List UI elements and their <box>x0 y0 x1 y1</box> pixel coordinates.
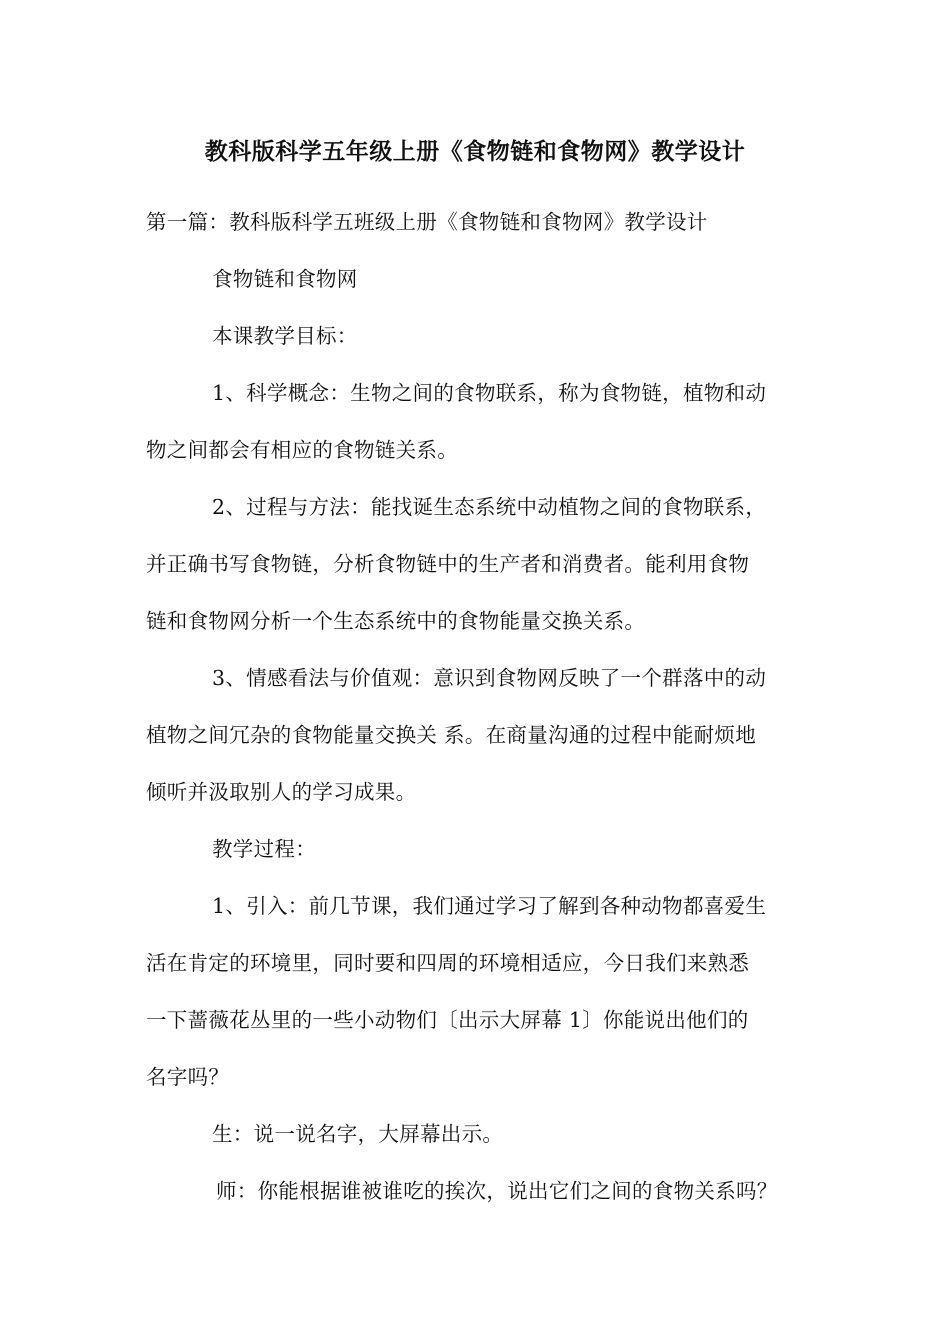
paragraph-line: 1、科学概念：生物之间的食物联系，称为食物链，植物和动 <box>212 381 767 405</box>
paragraph-line: 名字吗？ <box>146 1065 230 1089</box>
section-goals-heading: 本课教学目标： <box>212 324 358 348</box>
paragraph-line: 物之间都会有相应的食物链关系。 <box>146 438 458 462</box>
section-process-heading: 教学过程： <box>212 837 316 861</box>
document-title: 教科版科学五年级上册《食物链和食物网》教学设计 <box>204 139 746 165</box>
paragraph-line: 一下蔷薇花丛里的一些小动物们〔出示大屏幕 1〕你能说出他们的 <box>146 1008 749 1032</box>
lesson-name: 食物链和食物网 <box>212 267 358 291</box>
paragraph-line: 植物之间冗杂的食物能量交换关 系。在商量沟通的过程中能耐烦地 <box>146 723 757 747</box>
paragraph-line: 活在肯定的环境里，同时要和四周的环境相适应，今日我们来熟悉 <box>146 951 750 975</box>
paragraph-line: 链和食物网分析一个生态系统中的食物能量交换关系。 <box>146 609 646 633</box>
paragraph-line: 2、过程与方法：能找诞生态系统中动植物之间的食物联系， <box>212 495 767 519</box>
heading-first-article: 第一篇：教科版科学五班级上册《食物链和食物网》教学设计 <box>146 210 708 234</box>
paragraph-line: 倾听并汲取别人的学习成果。 <box>146 780 417 804</box>
paragraph-line: 3、情感看法与价值观：意识到食物网反映了一个群落中的动 <box>212 666 767 690</box>
paragraph-line: 并正确书写食物链，分析食物链中的生产者和消费者。能利用食物 <box>146 552 750 576</box>
paragraph-line: 1、引入：前几节课，我们通过学习了解到各种动物都喜爱生 <box>212 894 767 918</box>
teacher-line: 师：你能根据谁被谁吃的挨次，说出它们之间的食物关系吗？ <box>216 1179 778 1203</box>
student-line: 生：说一说名字，大屏幕出示。 <box>212 1122 504 1146</box>
